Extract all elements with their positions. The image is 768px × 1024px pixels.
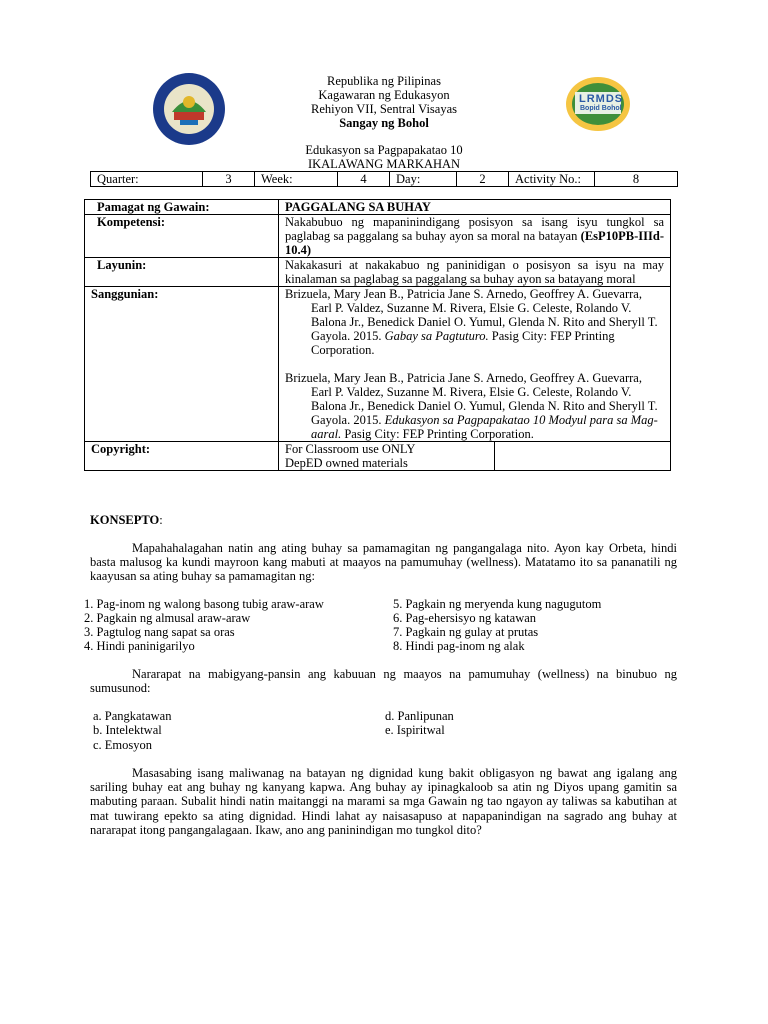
list-item-8: 8. Hindi pag-inom ng alak [393, 639, 525, 653]
list-item-4: 4. Hindi paninigarilyo [84, 639, 195, 653]
copyright-label: Copyright: [85, 442, 279, 471]
header-division: Sangay ng Bohol [339, 116, 429, 130]
wellness-item-e: e. Ispiritwal [385, 723, 445, 737]
kompetensi-label: Kompetensi: [85, 215, 279, 258]
activity-value: 8 [595, 172, 678, 187]
reference-1 [285, 287, 664, 371]
activity-info-table [84, 199, 671, 471]
copyright-line-2: DepED owned materials [285, 456, 408, 470]
konsepto-paragraph-3 [90, 766, 677, 837]
reference-1-publisher: Pasig City: FEP Printing Corporation. [311, 329, 615, 357]
header-markahan: IKALAWANG MARKAHAN [307, 157, 461, 171]
header-republic: Republika ng Pilipinas [327, 74, 441, 88]
day-value: 2 [457, 172, 509, 187]
list-item-5: 5. Pagkain ng meryenda kung nagugutom [393, 597, 602, 611]
header-subject: Edukasyon sa Pagpapakatao 10 [305, 143, 463, 157]
quarter-label: Quarter: [91, 172, 203, 187]
title-value: PAGGALANG SA BUHAY [279, 200, 671, 215]
layunin-label: Layunin: [85, 258, 279, 287]
copyright-line-1: For Classroom use ONLY [285, 442, 416, 456]
wellness-item-c: c. Emosyon [93, 738, 153, 752]
list-item-1: 1. Pag-inom ng walong basong tubig araw-araw [84, 597, 324, 611]
list-item-3: 3. Pagtulog nang sapat sa oras [84, 625, 235, 639]
quarter-value: 3 [203, 172, 255, 187]
konsepto-heading-colon: : [159, 513, 163, 527]
reference-2-authors: Brizuela, Mary Jean B., Patricia Jane S. Arnedo, Geoffrey A. Guevarra, Earl P. Valdez, Suzanne M. Rivera, Elsie G. Celeste, Rolando V. Balona Jr., Benedick Daniel O. Yumul, Glenda N. Rito and Sheryll T. Gayola. 2015. [285, 371, 658, 427]
quarter-week-day-table [90, 171, 678, 187]
reference-1-title: Gabay sa Pagtuturo. [384, 329, 489, 343]
copyright-empty-cell [495, 442, 671, 471]
list-item-6: 6. Pag-ehersisyo ng katawan [393, 611, 537, 625]
konsepto-paragraph-2 [90, 667, 677, 695]
sanggunian-cell [279, 287, 671, 442]
header-department: Kagawaran ng Edukasyon [318, 88, 450, 102]
konsepto-paragraph-1-text: Mapahahalagahan natin ang ating buhay sa pamamagitan ng pangangalaga nito. Ayon kay Orbeta, hindi basta malusog ka kundi mayroon kang mabuti at maayos na pamumuhay (wellness). Matatamo ito sa pananatili ng kaayusan sa ating buhay sa pamamagitan ng: [90, 541, 677, 584]
reference-2-title: Edukasyon sa Pagpapakatao 10 Modyul para sa Mag-aaral. [311, 413, 658, 441]
wellness-item-d: d. Panlipunan [385, 709, 454, 723]
kompetensi-text: Nakabubuo ng mapaninindigang posisyon sa isang isyu tungkol sa paglabag sa paggalang sa buhay ayon sa moral na batayan [285, 215, 664, 243]
lrmds-logo-text: LRMDS [579, 93, 624, 105]
list-item-2: 2. Pagkain ng almusal araw-araw [84, 611, 251, 625]
konsepto-paragraph-2-text: Nararapat na mabigyang-pansin ang kabuuan ng maayos na pamumuhay (wellness) na binubuo ng sumusunod: [90, 667, 677, 696]
header-region: Rehiyon VII, Sentral Visayas [311, 102, 457, 116]
konsepto-paragraph-1 [90, 541, 677, 584]
title-label: Pamagat ng Gawain: [85, 200, 279, 215]
kompetensi-code: (EsP10PB-IIId-10.4) [285, 229, 665, 257]
konsepto-heading-text: KONSEPTO [90, 513, 160, 527]
sanggunian-label: Sanggunian: [85, 287, 279, 442]
reference-2 [285, 371, 664, 441]
copyright-value [279, 442, 495, 471]
konsepto-heading [90, 513, 163, 528]
konsepto-paragraph-3-text: Masasabing isang maliwanag na batayan ng dignidad kung bakit obligasyon ng bawat ang igalang ang sariling buhay eat ang buhay ng kanyang kapwa. Ang buhay ay ipinagkaloob sa atin ng Diyos upang gamitin sa mabuting paraan. Subalit hindi natin maitanggi na marami sa mga Gawain ng tao ngayon ay taliwas sa kabutihan at mat tuwirang epekto sa ating dignidad. Hindi lahat ay naisasapuso at napapanindigan na sagrado ang buhay at nararapat itong pangangalagaan. Ikaw, ano ang paninindigan mo tungkol dito? [90, 766, 677, 837]
layunin-text: Nakakasuri at nakakabuo ng paninidigan o posisyon sa isyu na may kinalaman sa paglabag sa paggalang sa buhay ayon sa batayang moral [279, 258, 671, 287]
reference-1-authors: Brizuela, Mary Jean B., Patricia Jane S. Arnedo, Geoffrey A. Guevarra, Earl P. Valdez, Suzanne M. Rivera, Elsie G. Celeste, Rolando V. Balona Jr., Benedick Daniel O. Yumul, Glenda N. Rito and Sheryll T. Gayola. 2015. [285, 287, 658, 343]
week-value: 4 [338, 172, 390, 187]
list-item-7: 7. Pagkain ng gulay at prutas [393, 625, 539, 639]
reference-2-publisher: Pasig City: FEP Printing Corporation. [341, 427, 534, 441]
kompetensi-cell [279, 215, 671, 258]
day-label: Day: [390, 172, 457, 187]
wellness-item-a: a. Pangkatawan [93, 709, 172, 723]
week-label: Week: [255, 172, 338, 187]
activity-label: Activity No.: [509, 172, 595, 187]
lrmds-logo-subtext: Bopid Bohol [580, 105, 622, 112]
wellness-item-b: b. Intelektwal [93, 723, 162, 737]
